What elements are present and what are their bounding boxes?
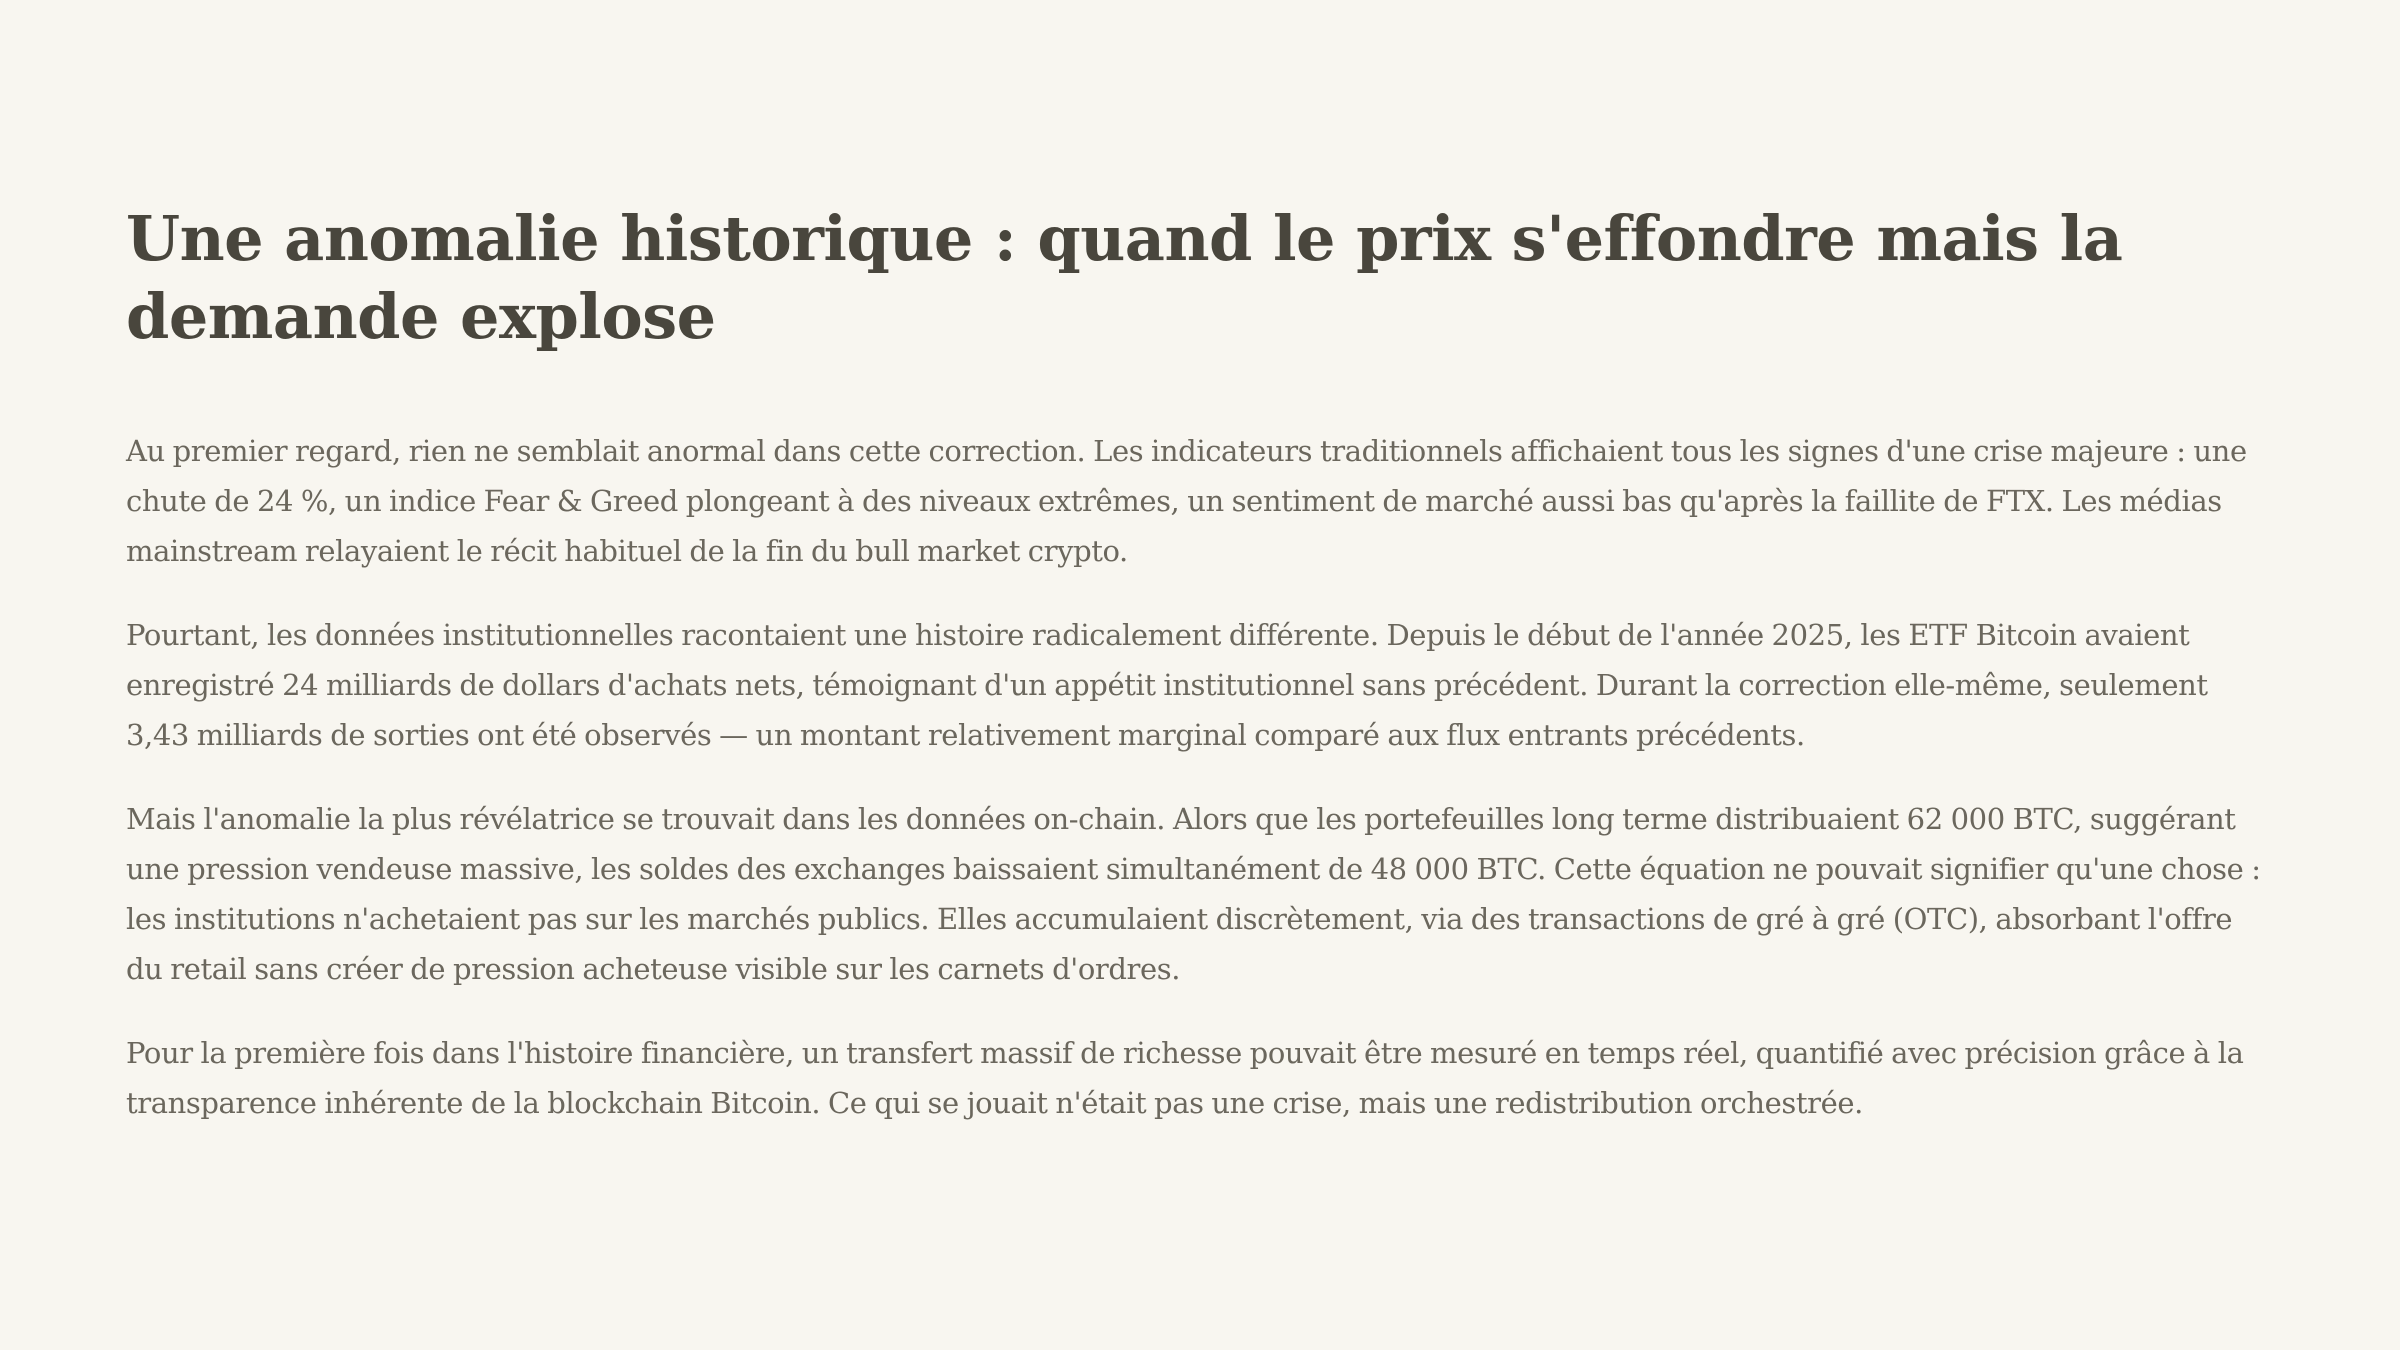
paragraph-2: Pourtant, les données institutionnelles racontaient une histoire radicalement différente. Depuis le début de l'année 2025, les ETF Bitcoin avaient enregistré 24 milliards de dollars d'achats nets, témoignant d'un appétit institutionnel sans précédent. Durant la correction elle-même, seulement 3,43 milliards de sorties ont été observés — un montant relativement marginal comparé aux flux entrants précédents.: [126, 618, 2208, 752]
paragraph-3: Mais l'anomalie la plus révélatrice se trouvait dans les données on-chain. Alors que les portefeuilles long terme distribuaient 62 000 BTC, suggérant une pression vendeuse massive, les soldes des exchanges baissaient simultanément de 48 000 BTC. Cette équation ne pouvait signifier qu'une chose : les institutions n'achetaient pas sur les marchés publics. Elles accumulaient discrètement, via des transactions de gré à gré (OTC), absorbant l'offre du retail sans créer de pression acheteuse visible sur les carnets d'ordres.: [126, 802, 2261, 986]
article: [126, 200, 2276, 1162]
article-title: Une anomalie historique : quand le prix s'effondre mais la demande explose: [126, 202, 2123, 353]
paragraph-4: Pour la première fois dans l'histoire financière, un transfert massif de richesse pouvait être mesuré en temps réel, quantifié avec précision grâce à la transparence inhérente de la blockchain Bitcoin. Ce qui se jouait n'était pas une crise, mais une redistribution orchestrée.: [126, 1036, 2244, 1120]
article-body: [126, 426, 2276, 1128]
paragraph-1: Au premier regard, rien ne semblait anormal dans cette correction. Les indicateurs traditionnels affichaient tous les signes d'une crise majeure : une chute de 24 %, un indice Fear & Greed plongeant à des niveaux extrêmes, un sentiment de marché aussi bas qu'après la faillite de FTX. Les médias mainstream relayaient le récit habituel de la fin du bull market crypto.: [126, 434, 2247, 568]
